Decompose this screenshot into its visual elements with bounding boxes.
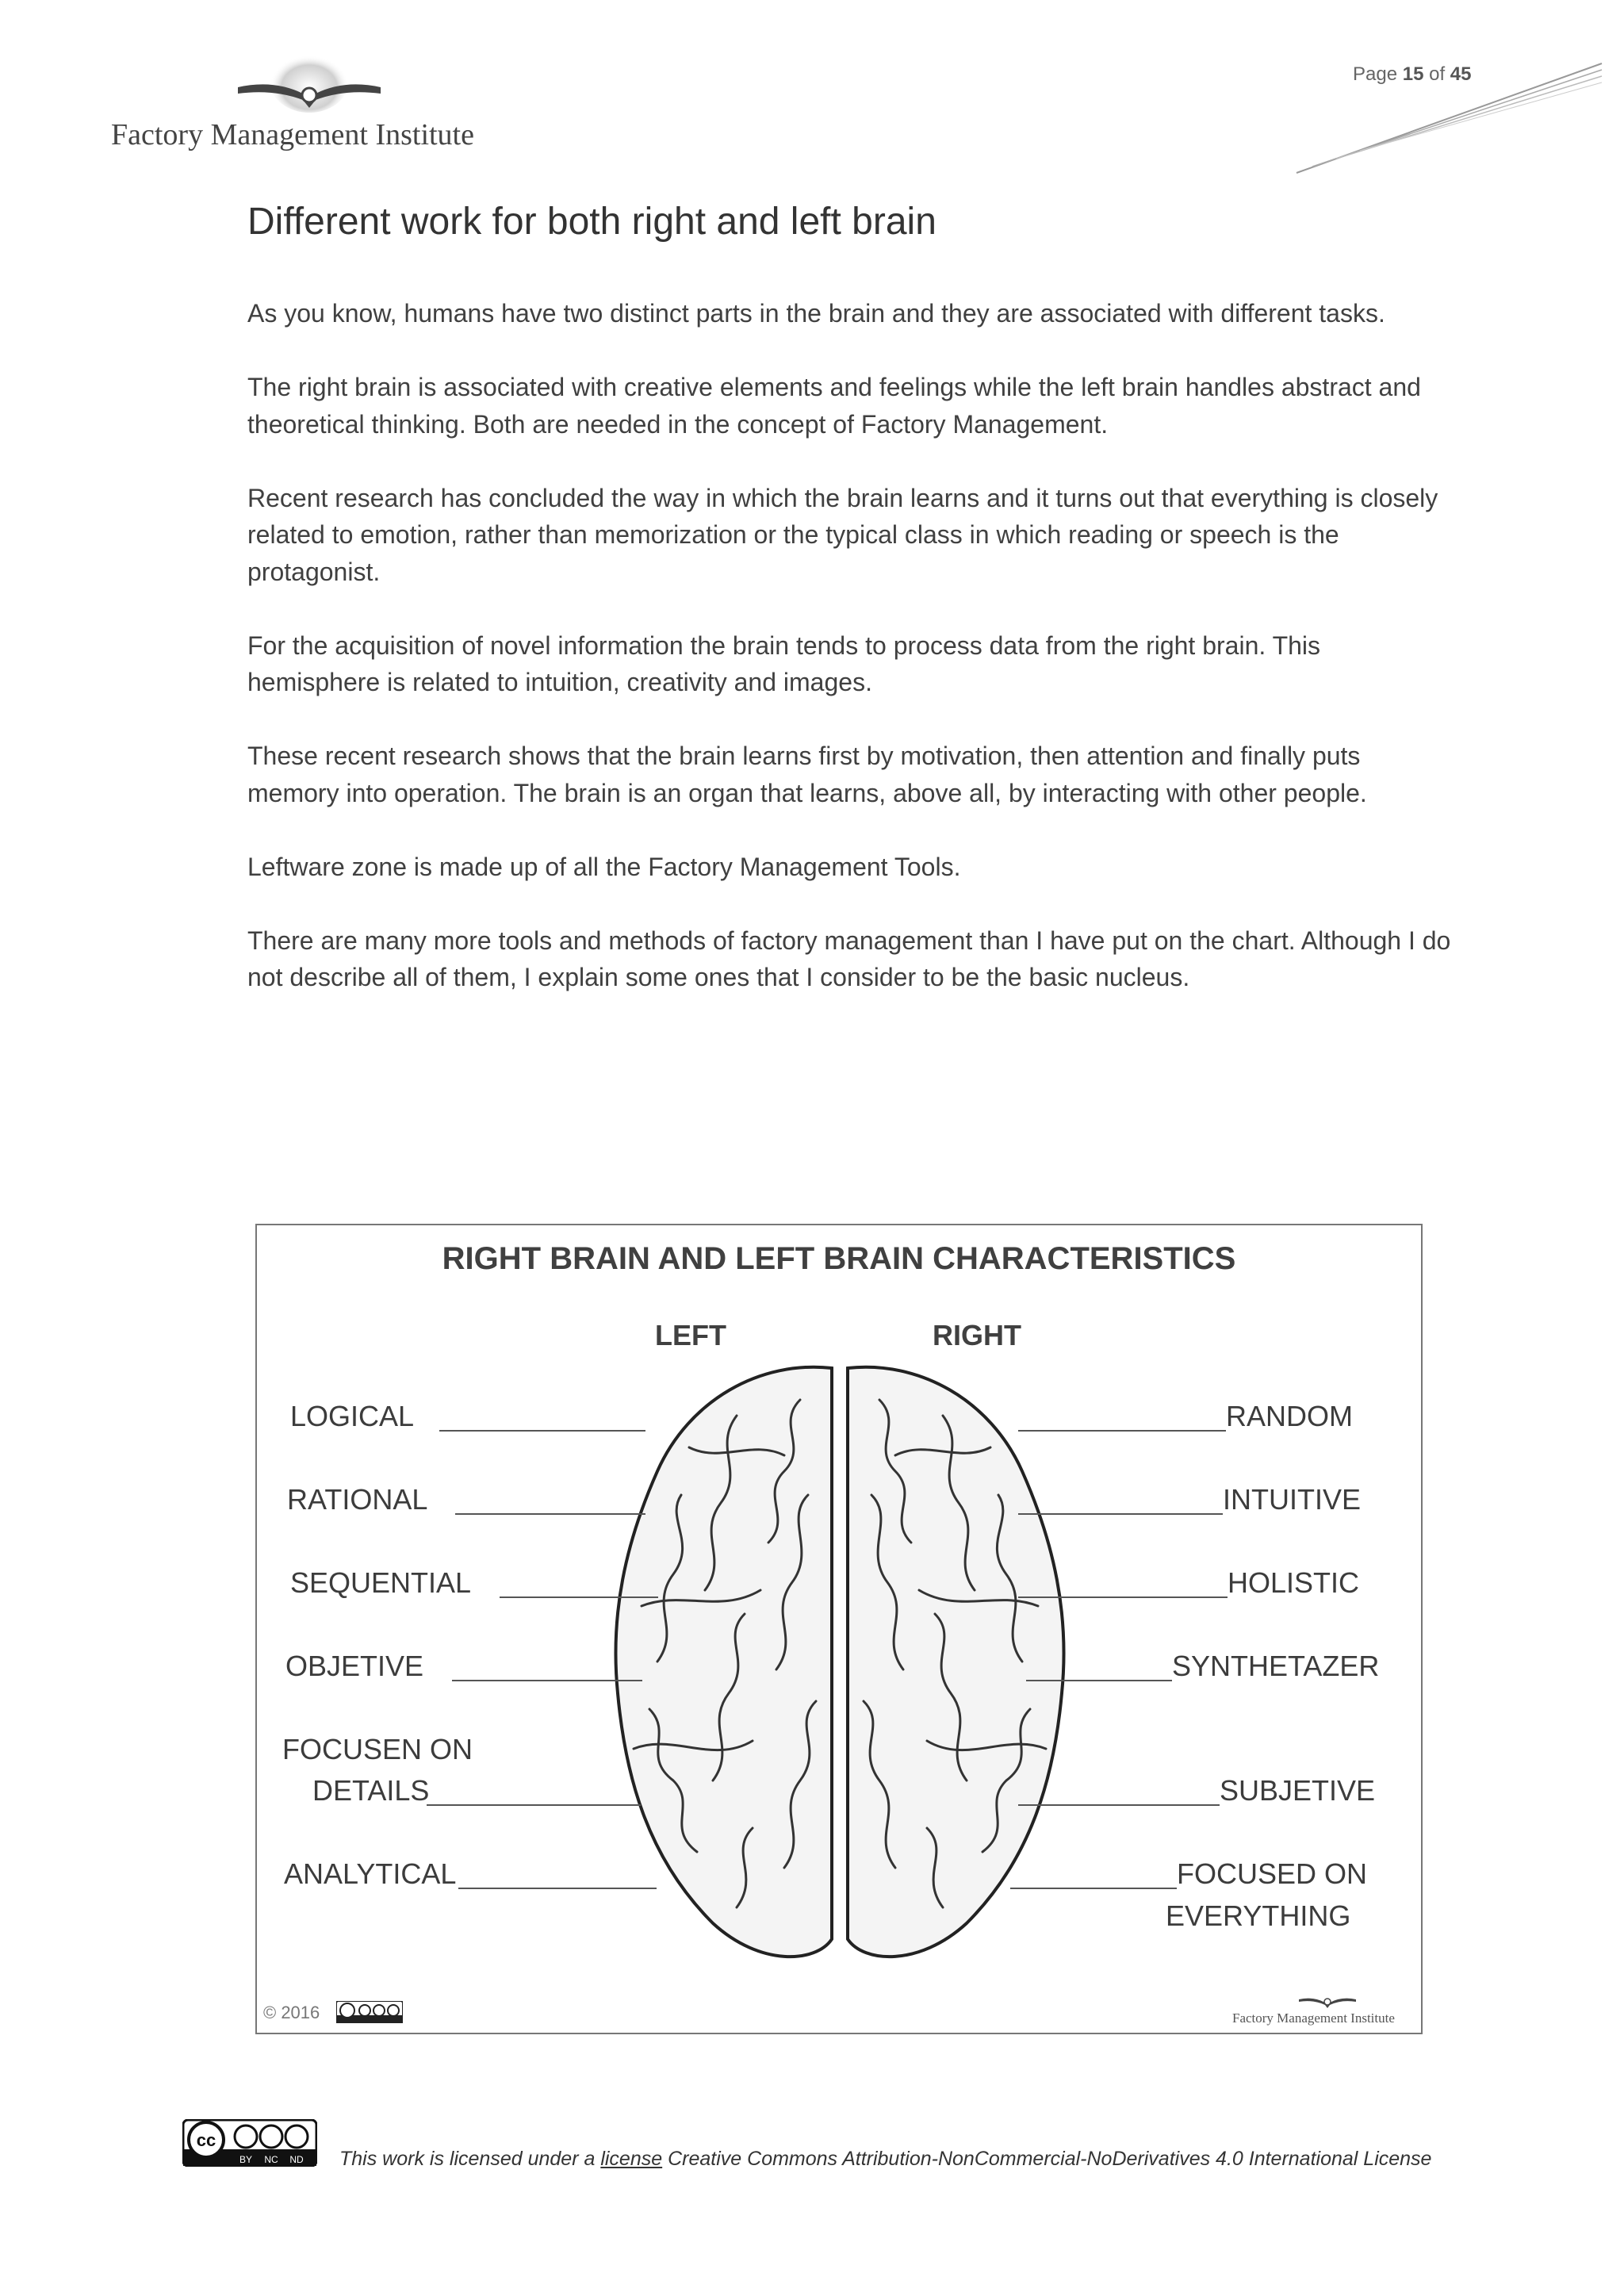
- page-of: of: [1429, 63, 1446, 85]
- page-title: Different work for both right and left brain: [247, 201, 936, 243]
- page-current: 15: [1402, 63, 1424, 85]
- svg-text:NC: NC: [264, 2154, 278, 2165]
- page-total: 45: [1450, 63, 1472, 85]
- left-label: OBJETIVE: [285, 1650, 424, 1682]
- page-prefix: Page: [1353, 63, 1398, 85]
- right-label: HOLISTIC: [1228, 1566, 1360, 1599]
- label-line: [1026, 1680, 1172, 1681]
- header-logo: [111, 48, 523, 167]
- right-label: INTUITIVE: [1223, 1483, 1362, 1516]
- decorative-lines: [1289, 56, 1606, 182]
- right-label: SUBJETIVE: [1220, 1774, 1376, 1807]
- left-label: FOCUSEN ON: [282, 1733, 473, 1765]
- paragraph: Leftware zone is made up of all the Factory Management Tools.: [247, 852, 961, 881]
- book-logo-icon: [230, 48, 389, 119]
- label-line: [1018, 1430, 1226, 1432]
- label-line: [452, 1680, 642, 1681]
- right-label: FOCUSED ON: [1177, 1857, 1368, 1890]
- brain-illustration: [562, 1352, 1117, 1971]
- figure-logo: [1232, 1987, 1415, 2034]
- label-line: [1010, 1888, 1177, 1889]
- left-heading: LEFT: [655, 1319, 726, 1351]
- figure-logo-text: Factory Management Institute: [1232, 2010, 1395, 2026]
- book-logo-icon: [1296, 1987, 1359, 2010]
- logo-text: Factory Management Institute: [111, 118, 474, 151]
- paragraph: As you know, humans have two distinct parts in the brain and they are associated with different tasks.: [247, 299, 1385, 328]
- label-line: [500, 1596, 658, 1598]
- cc-license-icon: [336, 2001, 403, 2023]
- left-label: ANALYTICAL: [284, 1857, 457, 1890]
- label-line: [439, 1430, 645, 1432]
- label-line: [1018, 1513, 1223, 1515]
- svg-text:BY: BY: [239, 2154, 253, 2165]
- brain-figure: [255, 1224, 1423, 2034]
- figure-title: RIGHT BRAIN AND LEFT BRAIN CHARACTERISTICS: [442, 1241, 1236, 1276]
- paragraph: These recent research shows that the brain learns first by motivation, then attention and finally puts memory into operation. The brain is an organ that learns, above all, by interacting with other people.: [247, 742, 1367, 807]
- license-link[interactable]: license: [600, 2148, 663, 2170]
- figure-copyright: © 2016: [263, 2003, 320, 2022]
- svg-text:cc: cc: [196, 2130, 216, 2150]
- label-line: [458, 1888, 657, 1889]
- left-label: SEQUENTIAL: [290, 1566, 472, 1599]
- label-line: [1018, 1804, 1220, 1806]
- left-label: LOGICAL: [290, 1400, 415, 1432]
- license-text-before: This work is licensed under a: [339, 2148, 596, 2170]
- label-line: [1018, 1596, 1228, 1598]
- paragraph: For the acquisition of novel information the brain tends to process data from the right brain. This hemisphere is related to intuition, creativity and images.: [247, 631, 1321, 696]
- right-label: EVERYTHING: [1166, 1899, 1351, 1932]
- cc-license-icon: [182, 2119, 317, 2167]
- right-label: RANDOM: [1226, 1400, 1353, 1432]
- label-line: [427, 1804, 641, 1806]
- label-line: [455, 1513, 645, 1515]
- body-text: [247, 295, 1453, 1033]
- license-text: [339, 2148, 1431, 2171]
- paragraph: There are many more tools and methods of factory management than I have put on the chart. Although I do not describe all of them, I explain some ones that I consider to be the basic nucleus.: [247, 926, 1451, 991]
- right-heading: RIGHT: [933, 1319, 1021, 1351]
- left-label: DETAILS: [312, 1774, 430, 1807]
- license-text-after: Creative Commons Attribution-NonCommercial-NoDerivatives 4.0 International License: [668, 2148, 1432, 2170]
- svg-text:ND: ND: [289, 2154, 304, 2165]
- right-label: SYNTHETAZER: [1172, 1650, 1380, 1682]
- paragraph: Recent research has concluded the way in which the brain learns and it turns out that everything is closely related to emotion, rather than memorization or the typical class in which reading or speech is the protagonist.: [247, 483, 1438, 586]
- left-label: RATIONAL: [287, 1483, 428, 1516]
- paragraph: The right brain is associated with creative elements and feelings while the left brain handles abstract and theoretical thinking. Both are needed in the concept of Factory Management.: [247, 373, 1421, 439]
